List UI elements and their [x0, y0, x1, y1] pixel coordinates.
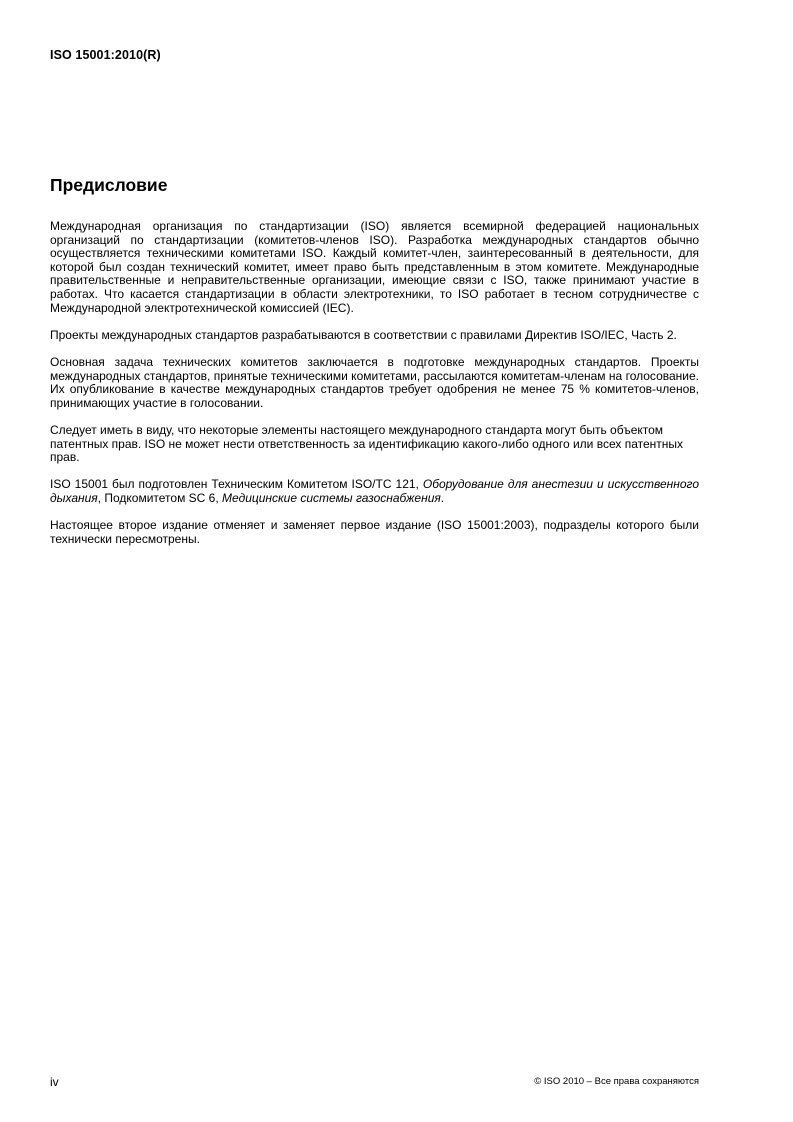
paragraph-iso-organization: Международная организация по стандартизации (ISO) является всемирной федерацией национальных организаций по стандартизации (комитетов-членов ISO). Разработка международных стандартов обычно осуществляется техническими комитетами ISO. Каждый комитет-член, заинтересованный в деятельности, для которой был создан технический комитет, имеет право быть представленным в этом комитете. Международные правительственные и неправительственные организации, имеющие связи с ISO, также принимают участие в работах. Что касается стандартизации в области электротехники, то ISO работает в тесном сотрудничестве с Международной электротехнической комиссией (IEC). — [50, 219, 699, 315]
section-title: Предисловие — [50, 175, 168, 195]
preparation-text-2: , Подкомитетом SC 6, — [97, 490, 223, 505]
paragraph-committees: Основная задача технических комитетов заключается в подготовке международных стандартов. Проекты международных стандартов, принятые техническими комитетами, рассылаются комитетам-членам на голосование. Их опубликование в качестве международных стандартов требует одобрения не менее 75 % комитетов-членов, принимающих участие в голосовании. — [50, 354, 699, 410]
committee-name: Оборудование для анестезии и искусственного дыхания — [50, 477, 699, 505]
foreword-body — [50, 220, 699, 560]
paragraph-directives: Проекты международных стандартов разрабатываются в соответствии с правилами Директив ISO/IEC, Часть 2. — [50, 327, 677, 342]
subcommittee-name: Медицинские системы газоснабжения — [222, 490, 441, 505]
preparation-text-1: ISO 15001 был подготовлен Техническим Комитетом ISO/TC 121, — [50, 477, 423, 492]
paragraph-patents: Следует иметь в виду, что некоторые элементы настоящего международного стандарта могут быть объектом патентных прав. ISO не может нести ответственность за идентификацию какого-либо одного или всех патентных прав. — [50, 422, 684, 465]
preparation-text-3: . — [440, 490, 445, 505]
document-header: ISO 15001:2010(R) — [50, 48, 161, 62]
paragraph-edition: Настоящее второе издание отменяет и заменяет первое издание (ISO 15001:2003), подразделы которого были технически пересмотрены. — [50, 518, 699, 546]
page-number: iv — [50, 1075, 59, 1089]
paragraph-preparation — [50, 478, 699, 505]
copyright-notice: © ISO 2010 – Все права сохраняются — [534, 1076, 699, 1087]
